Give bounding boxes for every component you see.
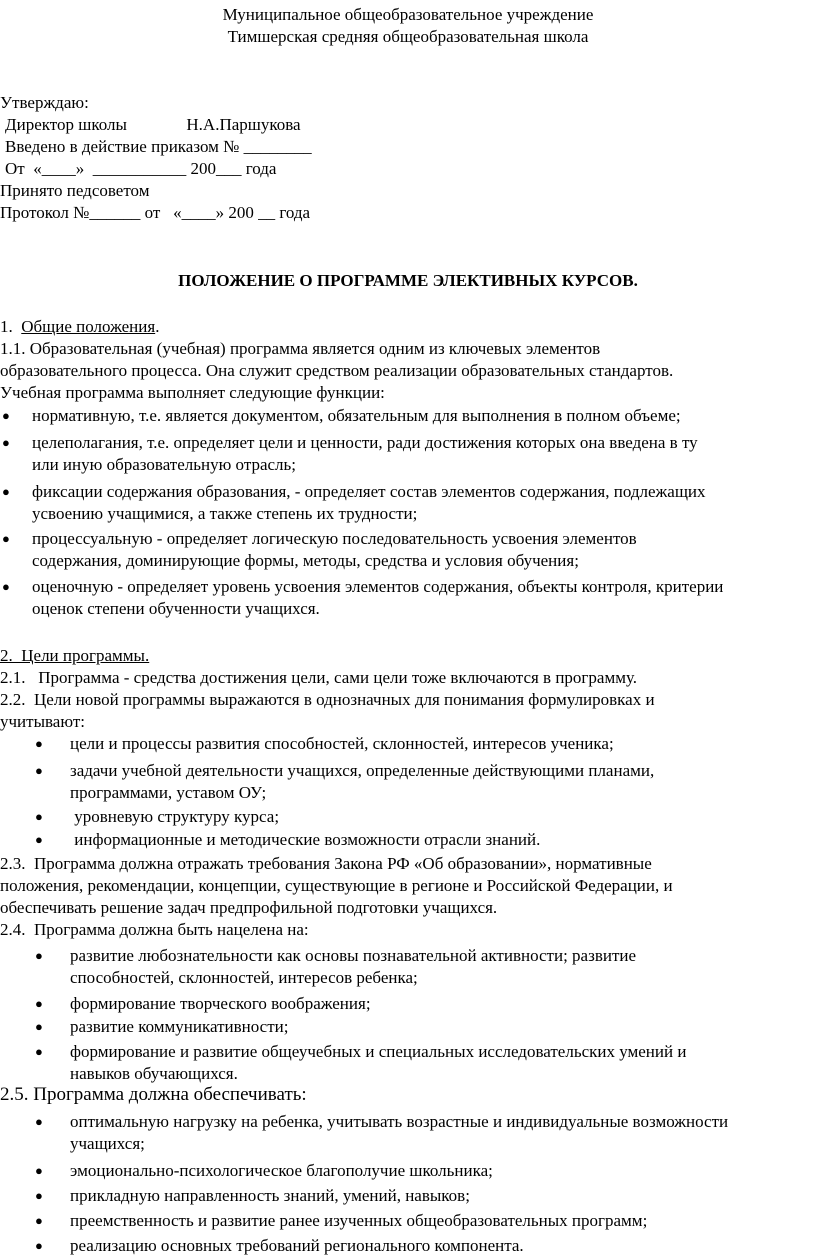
list-item bbox=[70, 806, 279, 828]
section-1-title: Общие положения bbox=[21, 317, 156, 336]
bullet-dot-icon: ● bbox=[2, 435, 10, 450]
bullet-dot-icon: ● bbox=[35, 996, 43, 1011]
bullet-dot-icon: ● bbox=[35, 948, 43, 963]
bullet-dot-icon: ● bbox=[2, 579, 10, 594]
list-item bbox=[70, 945, 636, 989]
paragraph-2-1: 2.1. Программа - средства достижения цели, сами цели тоже включаются в программу. bbox=[0, 668, 638, 687]
section-1-dot: . bbox=[155, 317, 160, 336]
list-item-line: преемственность и развитие ранее изученных общеобразовательных программ; bbox=[70, 1211, 648, 1230]
paragraph-1-1-line-3: Учебная программа выполняет следующие функции: bbox=[0, 383, 385, 402]
bullet-dot-icon: ● bbox=[2, 408, 10, 423]
list-item-line: целеполагания, т.е. определяет цели и ценности, ради достижения которых она введена в ту bbox=[32, 433, 698, 452]
bullet-dot-icon: ● bbox=[35, 1163, 43, 1178]
paragraph-2-2-line-2: учитывают: bbox=[0, 712, 85, 731]
list-item bbox=[70, 1016, 288, 1038]
list-item bbox=[70, 1185, 470, 1207]
list-item-line: информационные и методические возможности отрасли знаний. bbox=[70, 830, 541, 849]
list-item-line: развитие коммуникативности; bbox=[70, 1017, 289, 1036]
list-item-line: или иную образовательную отрасль; bbox=[32, 455, 297, 474]
list-item-line: процессуальную - определяет логическую последовательность усвоения элементов bbox=[32, 529, 637, 548]
list-item bbox=[70, 1041, 686, 1085]
list-item bbox=[32, 576, 723, 620]
list-item-line: оценок степени обученности учащихся. bbox=[32, 599, 320, 618]
list-item-line: оптимальную нагрузку на ребенка, учитывать возрастные и индивидуальные возможности bbox=[70, 1112, 729, 1131]
list-item bbox=[32, 432, 698, 476]
list-item bbox=[70, 1111, 728, 1155]
list-item-line: эмоционально-психологическое благополучие школьника; bbox=[70, 1161, 493, 1180]
list-item bbox=[70, 1210, 647, 1232]
list-item bbox=[70, 760, 654, 804]
bullet-dot-icon: ● bbox=[35, 1238, 43, 1253]
list-item bbox=[70, 733, 614, 755]
list-item-line: реализацию основных требований регионального компонента. bbox=[70, 1236, 524, 1255]
list-item bbox=[70, 1160, 493, 1182]
paragraph-2-4: 2.4. Программа должна быть нацелена на: bbox=[0, 920, 309, 939]
section-1-heading bbox=[0, 316, 159, 338]
list-item-line: навыков обучающихся. bbox=[70, 1064, 238, 1083]
bullet-dot-icon: ● bbox=[35, 1114, 43, 1129]
school-type: Муниципальное общеобразовательное учреждение bbox=[222, 5, 594, 24]
paragraph-1-1-line-1: 1.1. Образовательная (учебная) программа является одним из ключевых элементов bbox=[0, 339, 601, 358]
list-item bbox=[32, 481, 706, 525]
list-item-line: уровневую структуру курса; bbox=[70, 807, 280, 826]
bullet-dot-icon: ● bbox=[2, 484, 10, 499]
paragraph-2-3-line-1: 2.3. Программа должна отражать требования Закона РФ «Об образовании», нормативные bbox=[0, 854, 652, 873]
document-title: ПОЛОЖЕНИЕ О ПРОГРАММЕ ЭЛЕКТИВНЫХ КУРСОВ. bbox=[178, 271, 638, 290]
list-item-line: усвоению учащимися, а также степень их трудности; bbox=[32, 504, 418, 523]
list-item bbox=[70, 993, 371, 1015]
list-item bbox=[32, 405, 681, 427]
bullet-dot-icon: ● bbox=[2, 531, 10, 546]
list-item bbox=[32, 528, 637, 572]
bullet-dot-icon: ● bbox=[35, 1019, 43, 1034]
section-1-number: 1. bbox=[0, 317, 22, 336]
list-item-line: формирование и развитие общеучебных и специальных исследовательских умений и bbox=[70, 1042, 687, 1061]
paragraph-2-5: 2.5. Программа должна обеспечивать: bbox=[0, 1084, 307, 1105]
bullet-dot-icon: ● bbox=[35, 763, 43, 778]
order-date-line: От «____» ___________ 200___ года bbox=[5, 159, 277, 178]
list-item-line: нормативную, т.е. является документом, обязательным для выполнения в полном объеме; bbox=[32, 406, 681, 425]
list-item-line: формирование творческого воображения; bbox=[70, 994, 371, 1013]
bullet-dot-icon: ● bbox=[35, 736, 43, 751]
bullet-dot-icon: ● bbox=[35, 1213, 43, 1228]
director-line: Директор школы Н.А.Паршукова bbox=[5, 115, 301, 134]
paragraph-1-1-line-2: образовательного процесса. Она служит средством реализации образовательных стандартов. bbox=[0, 361, 674, 380]
list-item-line: учащихся; bbox=[70, 1134, 145, 1153]
protocol-line: Протокол №______ от «____» 200 __ года bbox=[0, 203, 311, 222]
order-line: Введено в действие приказом № ________ bbox=[5, 137, 312, 156]
paragraph-2-2-line-1: 2.2. Цели новой программы выражаются в однозначных для понимания формулировках и bbox=[0, 690, 655, 709]
school-name: Тимшерская средняя общеобразовательная школа bbox=[227, 27, 589, 46]
list-item-line: фиксации содержания образования, - определяет состав элементов содержания, подлежащих bbox=[32, 482, 706, 501]
bullet-dot-icon: ● bbox=[35, 1044, 43, 1059]
council-line: Принято педсоветом bbox=[0, 181, 150, 200]
list-item-line: способностей, склонностей, интересов ребенка; bbox=[70, 968, 418, 987]
bullet-dot-icon: ● bbox=[35, 832, 43, 847]
list-item-line: прикладную направленность знаний, умений, навыков; bbox=[70, 1186, 470, 1205]
list-item-line: цели и процессы развития способностей, склонностей, интересов ученика; bbox=[70, 734, 614, 753]
section-2-heading: 2. Цели программы. bbox=[0, 646, 150, 665]
approve-label: Утверждаю: bbox=[0, 93, 89, 112]
list-item-line: содержания, доминирующие формы, методы, средства и условия обучения; bbox=[32, 551, 579, 570]
paragraph-2-3-line-3: обеспечивать решение задач предпрофильной подготовки учащихся. bbox=[0, 898, 498, 917]
paragraph-2-3-line-2: положения, рекомендации, концепции, существующие в регионе и Российской Федерации, и bbox=[0, 876, 673, 895]
list-item bbox=[70, 829, 540, 851]
list-item-line: развитие любознательности как основы познавательной активности; развитие bbox=[70, 946, 637, 965]
bullet-dot-icon: ● bbox=[35, 1188, 43, 1203]
bullet-dot-icon: ● bbox=[35, 809, 43, 824]
list-item bbox=[70, 1235, 524, 1257]
list-item-line: программами, уставом ОУ; bbox=[70, 783, 267, 802]
list-item-line: задачи учебной деятельности учащихся, определенные действующими планами, bbox=[70, 761, 655, 780]
list-item-line: оценочную - определяет уровень усвоения элементов содержания, объекты контроля, критерии bbox=[32, 577, 724, 596]
